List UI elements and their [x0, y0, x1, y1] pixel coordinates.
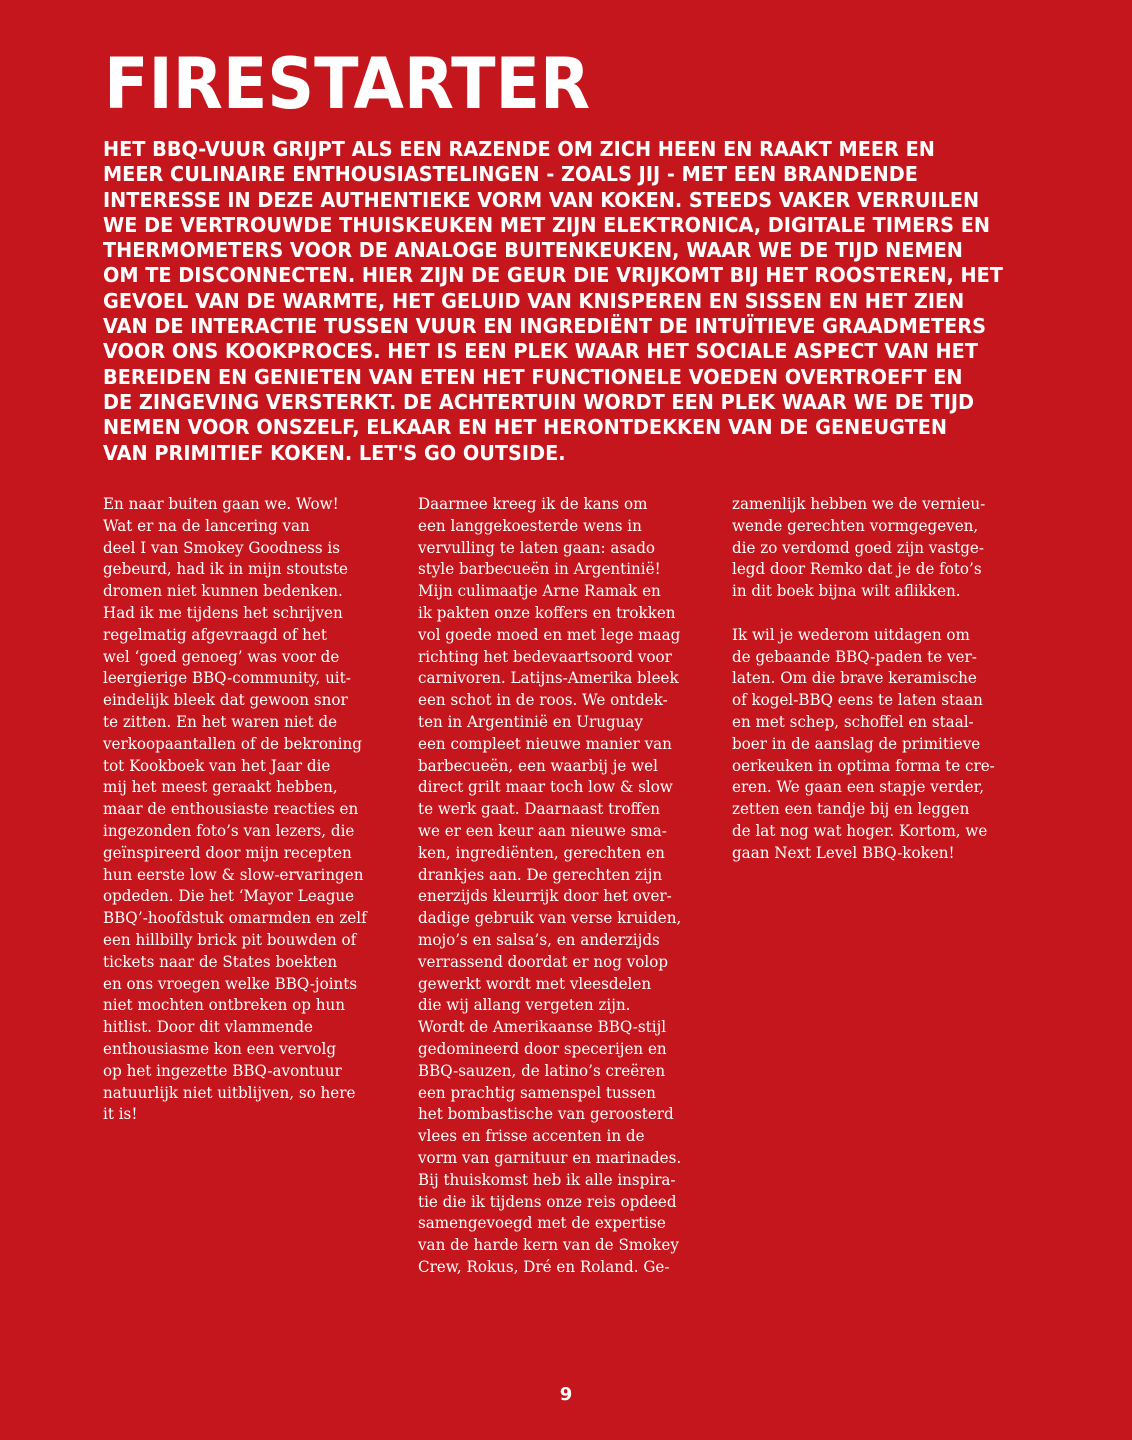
body-text-line: en met schep, schoffel en staal- — [732, 712, 974, 731]
body-text-line: hun eerste low & slow-ervaringen — [103, 865, 364, 884]
body-text-line: een prachtig samenspel tussen — [418, 1083, 656, 1102]
body-text-line: natuurlijk niet uitblijven, so here — [103, 1083, 356, 1102]
body-text-line: ken, ingrediënten, gerechten en — [418, 843, 665, 862]
body-text-line: wende gerechten vormgegeven, — [732, 516, 979, 535]
page-title: FIRESTARTER — [104, 43, 591, 125]
body-text-line: gedomineerd door specerijen en — [418, 1039, 667, 1058]
body-text-line: Wat er na de lancering van — [103, 516, 310, 535]
body-text-line: eindelijk bleek dat gewoon snor — [103, 691, 348, 710]
body-text-line: niet mochten ontbreken op hun — [103, 996, 345, 1015]
body-text-line: tot Kookboek van het Jaar die — [103, 756, 331, 775]
intro-line: GEVOEL VAN DE WARMTE, HET GELUID VAN KNISPEREN EN SISSEN EN HET ZIEN — [103, 288, 965, 313]
body-text-line: Wordt de Amerikaanse BBQ-stijl — [418, 1018, 667, 1037]
body-text-line: oerkeuken in optima forma te cre- — [732, 756, 995, 775]
body-text-line: die zo verdomd goed zijn vastge- — [732, 538, 984, 557]
body-text-line: een compleet nieuwe manier van — [418, 734, 672, 753]
intro-line: VOOR ONS KOOKPROCES. HET IS EEN PLEK WAAR HET SOCIALE ASPECT VAN HET — [103, 339, 978, 364]
body-text-line: Daarmee kreeg ik de kans om — [418, 495, 648, 513]
body-text-line: of kogel-BBQ eens te laten staan — [732, 691, 983, 710]
body-text-line: barbecueën, een waarbij je wel — [418, 756, 658, 775]
body-text-line: Had ik me tijdens het schrijven — [103, 603, 343, 622]
body-text-line: we er een keur aan nieuwe sma- — [418, 821, 667, 840]
body-text-line: een schot in de roos. We ontdek- — [418, 691, 668, 710]
body-column-3 — [732, 494, 1042, 865]
intro-line: VAN DE INTERACTIE TUSSEN VUUR EN INGREDIËNT DE INTUÏTIEVE GRAADMETERS — [103, 314, 987, 339]
body-text-line: Crew, Rokus, Dré en Roland. Ge- — [418, 1257, 670, 1276]
paragraph-gap — [732, 603, 1042, 625]
body-text-line: legd door Remko dat je de foto’s — [732, 560, 982, 579]
body-text-line: opdeden. Die het ‘Mayor League — [103, 887, 355, 906]
body-text-line: leergierige BBQ-community, uit- — [103, 669, 351, 688]
body-text-line: vervulling te laten gaan: asado — [418, 538, 655, 557]
intro-line: THERMOMETERS VOOR DE ANALOGE BUITENKEUKEN, WAAR WE DE TIJD NEMEN — [103, 238, 963, 263]
body-text-line: te werk gaat. Daarnaast troffen — [418, 800, 661, 819]
intro-line: WE DE VERTROUWDE THUISKEUKEN MET ZIJN ELEKTRONICA, DIGITALE TIMERS EN — [103, 212, 991, 237]
body-text-line: het bombastische van geroosterd — [418, 1105, 674, 1124]
body-text-line: it is! — [103, 1105, 138, 1124]
body-text-line: vol goede moed en met lege maag — [418, 625, 681, 644]
body-text-line: mojo’s en salsa’s, en anderzijds — [418, 930, 660, 949]
body-text-line: boer in de aanslag de primitieve — [732, 734, 981, 753]
intro-paragraph — [103, 137, 1043, 466]
body-text-line: gewerkt wordt met vleesdelen — [418, 974, 652, 993]
body-text-line: en ons vroegen welke BBQ-joints — [103, 974, 358, 993]
body-text-line: direct grilt maar toch low & slow — [418, 778, 673, 797]
body-text-line: richting het bedevaartsoord voor — [418, 647, 672, 666]
intro-line: NEMEN VOOR ONSZELF, ELKAAR EN HET HERONTDEKKEN VAN DE GENEUGTEN — [103, 415, 948, 440]
body-text-line: van de harde kern van de Smokey — [418, 1236, 679, 1255]
body-text-line: de gebaande BBQ-paden te ver- — [732, 647, 977, 666]
body-text-line: een langgekoesterde wens in — [418, 516, 642, 535]
body-text-line: Mijn culimaatje Arne Ramak en — [418, 582, 661, 601]
intro-line: BEREIDEN EN GENIETEN VAN ETEN HET FUNCTIONELE VOEDEN OVERTROEFT EN — [103, 364, 963, 389]
body-text-line: dadige gebruik van verse kruiden, — [418, 909, 682, 928]
body-text-line: dromen niet kunnen bedenken. — [103, 582, 343, 601]
body-text-line: tickets naar de States boekten — [103, 952, 338, 971]
body-text-line: maar de enthousiaste reacties en — [103, 800, 359, 819]
body-text-line: BBQ’-hoofdstuk omarmden en zelf — [103, 909, 367, 928]
intro-line: INTERESSE IN DEZE AUTHENTIEKE VORM VAN KOKEN. STEEDS VAKER VERRUILEN — [103, 187, 980, 212]
body-text-line: Ik wil je wederom uitdagen om — [732, 625, 970, 644]
body-text-line: die wij allang vergeten zijn. — [418, 996, 631, 1015]
body-text-line: ten in Argentinië en Uruguay — [418, 712, 643, 731]
body-text-line: drankjes aan. De gerechten zijn — [418, 865, 663, 884]
body-text-line: ik pakten onze koffers en trokken — [418, 603, 676, 622]
body-text-line: vorm van garnituur en marinades. — [418, 1148, 682, 1167]
body-text-line: eren. We gaan een stapje verder, — [732, 778, 985, 797]
body-text-line: gebeurd, had ik in mijn stoutste — [103, 560, 348, 579]
page-number: 9 — [559, 1384, 573, 1405]
body-text-line: zetten een tandje bij en leggen — [732, 800, 970, 819]
body-text-line: te zitten. En het waren niet de — [103, 712, 338, 731]
intro-line: MEER CULINAIRE ENTHOUSIASTELINGEN - ZOALS JIJ - MET EEN BRANDENDE — [103, 162, 918, 187]
body-text-line: style barbecueën in Argentinië! — [418, 560, 661, 579]
body-text-line: En naar buiten gaan we. Wow! — [103, 495, 339, 513]
body-text-line: verrassend doordat er nog volop — [418, 952, 669, 971]
body-text-line: geïnspireerd door mijn recepten — [103, 843, 352, 862]
body-text-line: regelmatig afgevraagd of het — [103, 625, 327, 644]
intro-line: VAN PRIMITIEF KOKEN. LET'S GO OUTSIDE. — [103, 440, 566, 465]
body-text-line: een hillbilly brick pit bouwden of — [103, 930, 357, 949]
body-text-line: Bij thuiskomst heb ik alle inspira- — [418, 1170, 676, 1189]
body-text-line: zamenlijk hebben we de vernieu- — [732, 495, 986, 513]
body-text-line: BBQ-sauzen, de latino’s creëren — [418, 1061, 666, 1080]
body-text-line: gaan Next Level BBQ-koken! — [732, 843, 955, 862]
body-text-line: enerzijds kleurrijk door het over- — [418, 887, 672, 906]
body-text-line: samengevoegd met de expertise — [418, 1214, 666, 1233]
body-text-line: wel ‘goed genoeg’ was voor de — [103, 647, 340, 666]
body-text-line: mij het meest geraakt hebben, — [103, 778, 338, 797]
intro-line: OM TE DISCONNECTEN. HIER ZIJN DE GEUR DIE VRIJKOMT BIJ HET ROOSTEREN, HET — [103, 263, 1003, 288]
intro-line: DE ZINGEVING VERSTERKT. DE ACHTERTUIN WORDT EEN PLEK WAAR WE DE TIJD — [103, 389, 975, 414]
body-text-line: ingezonden foto’s van lezers, die — [103, 821, 355, 840]
body-text-line: op het ingezette BBQ-avontuur — [103, 1061, 342, 1080]
body-text-line: laten. Om die brave keramische — [732, 669, 977, 688]
body-column-2 — [418, 494, 728, 1279]
body-text-line: deel I van Smokey Goodness is — [103, 538, 341, 557]
body-text-line: de lat nog wat hoger. Kortom, we — [732, 821, 988, 840]
body-column-1 — [103, 494, 413, 1126]
body-text-line: carnivoren. Latijns-Amerika bleek — [418, 669, 679, 688]
body-text-line: vlees en frisse accenten in de — [418, 1127, 645, 1146]
body-text-line: tie die ik tijdens onze reis opdeed — [418, 1192, 677, 1211]
intro-line: HET BBQ-VUUR GRIJPT ALS EEN RAZENDE OM ZICH HEEN EN RAAKT MEER EN — [103, 137, 935, 161]
body-text-line: in dit boek bijna wilt aflikken. — [732, 582, 961, 601]
body-text-line: enthousiasme kon een vervolg — [103, 1039, 337, 1058]
body-text-line: hitlist. Door dit vlammende — [103, 1018, 314, 1037]
body-text-line: verkoopaantallen of de bekroning — [103, 734, 362, 753]
